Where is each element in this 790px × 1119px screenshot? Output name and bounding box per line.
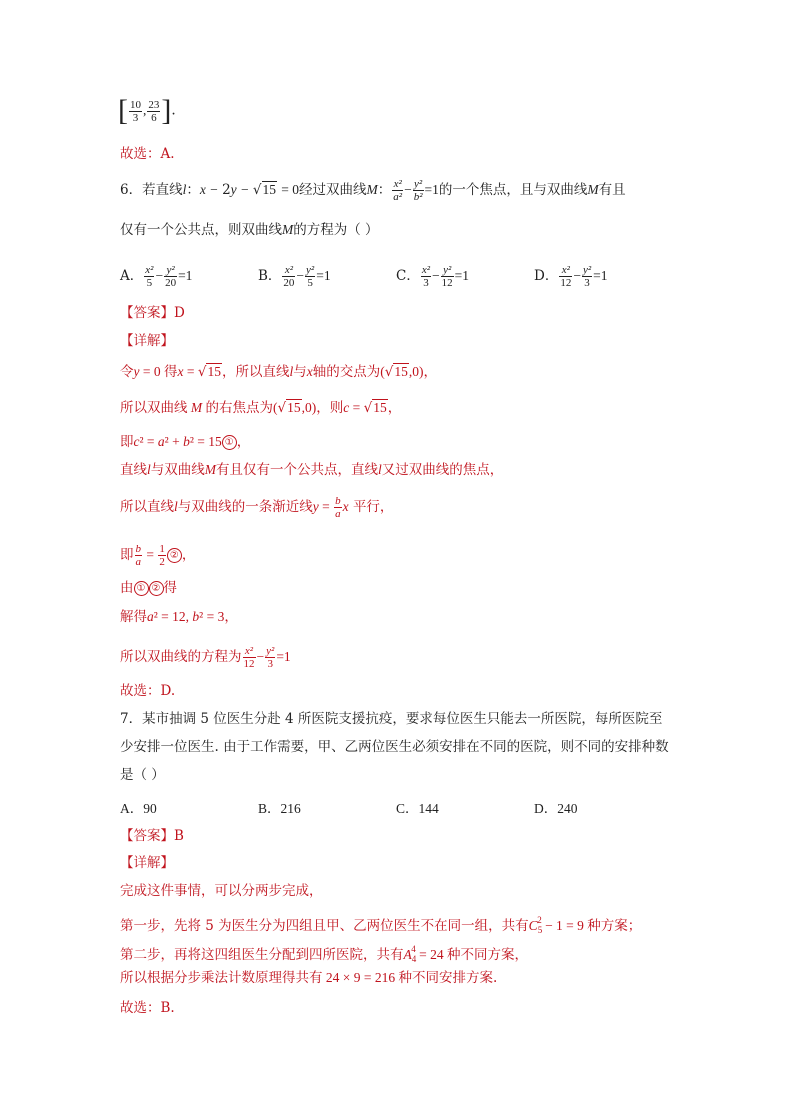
q6-answer: 【答案】D [120,305,185,321]
q6-step1: 令y = 0 得x = √15，所以直线l与x轴的交点为(√15,0)， [120,364,437,380]
q6-option-b: B． $\frac{\text{x²}}{20}$ − $\frac{\text{y²}}{5}$ =1 [258,264,331,289]
q7-option-d: D．240 [534,801,578,816]
q7-line2: 少安排一位医生. 由于工作需要，甲、乙两位医生必须安排在不同的医院，则不同的安排种数 [120,739,669,755]
q6-step9: 所以双曲线的方程为 $\frac{\text{x²}}{12}$ − $\frac{\text{y²}}{3}$ =1 [120,645,291,670]
q7-detail-1: 完成这件事情，可以分两步完成， [120,883,323,899]
q7-detail-3: 第二步，再将这四组医生分配到四所医院，共有$A_4^4 = 24$ 种不同方案， [120,944,528,964]
q6-step4: 直线l与双曲线M有且仅有一个公共点，直线l又过双曲线的焦点， [120,462,504,478]
q6-option-a: A． $\frac{\text{x²}}{5}$ − $\frac{\text{y²}}{20}$ =1 [120,264,193,289]
prev-answer: 故选：A. [120,146,175,162]
q7-detail-4: 所以根据分步乘法计数原理得共有 24 × 9 = 216 种不同安排方案. [120,970,498,986]
q7-detail-2: 第一步，先将 5 为医生分为四组且甲、乙两位医生不在同一组，共有$C_5^2 - 1 = 9$ 种方案； [120,915,642,935]
q6-option-c: C． $\frac{\text{x²}}{3}$ − $\frac{\text{y²}}{12}$ =1 [396,264,470,289]
q6-final: 故选：D. [120,683,176,699]
q6-detail-label: 【详解】 [120,333,174,349]
q7-option-c: C．144 [396,801,439,816]
q7-line1: 7．某市抽调 5 位医生分赴 4 所医院支援抗疫，要求每位医生只能去一所医院，每所医院至 [120,711,663,727]
q6-step5: 所以直线l与双曲线的一条渐近线y = $\frac{b}{a}$ x 平行， [120,495,394,520]
q6-step6: 即 $\frac{b}{a}$ = $\frac{1}{2}$ ② ， [120,543,196,568]
q6-step3: 即c² = a² + b² = 15 ① ， [120,434,251,450]
q6-option-d: D． $\frac{\text{x²}}{12}$ − $\frac{\text{y²}}{3}$ =1 [534,264,608,289]
q6-step8: 解得a² = 12, b² = 3， [120,609,238,625]
q7-option-b: B．216 [258,801,301,816]
q6-step7: 由 ① ② 得 [120,580,177,596]
q7-line3: 是（ ） [120,767,165,783]
q6-line2: 仅有一个公共点，则双曲线M的方程为（ ） [120,222,379,238]
q7-detail-label: 【详解】 [120,855,174,871]
q6-step2: 所以双曲线 M 的右焦点为(√15,0)，则c = √15， [120,400,402,416]
interval-expression: [ $\frac{10}{3}$ , $\frac{23}{6}$ ]. [118,94,176,127]
q7-option-a: A．90 [120,801,157,816]
q7-answer: 【答案】B [120,828,184,844]
q6-line1: 6．若直线l：x − 2y − √15 = 0经过双曲线M： $\frac{\text{x²}}{\text{a²}}$ − $\frac{\text{y²}}{\text{b²}}$ =1的一个焦点，且与双曲线M有且 [120,178,626,203]
q7-final: 故选：B. [120,1000,175,1016]
